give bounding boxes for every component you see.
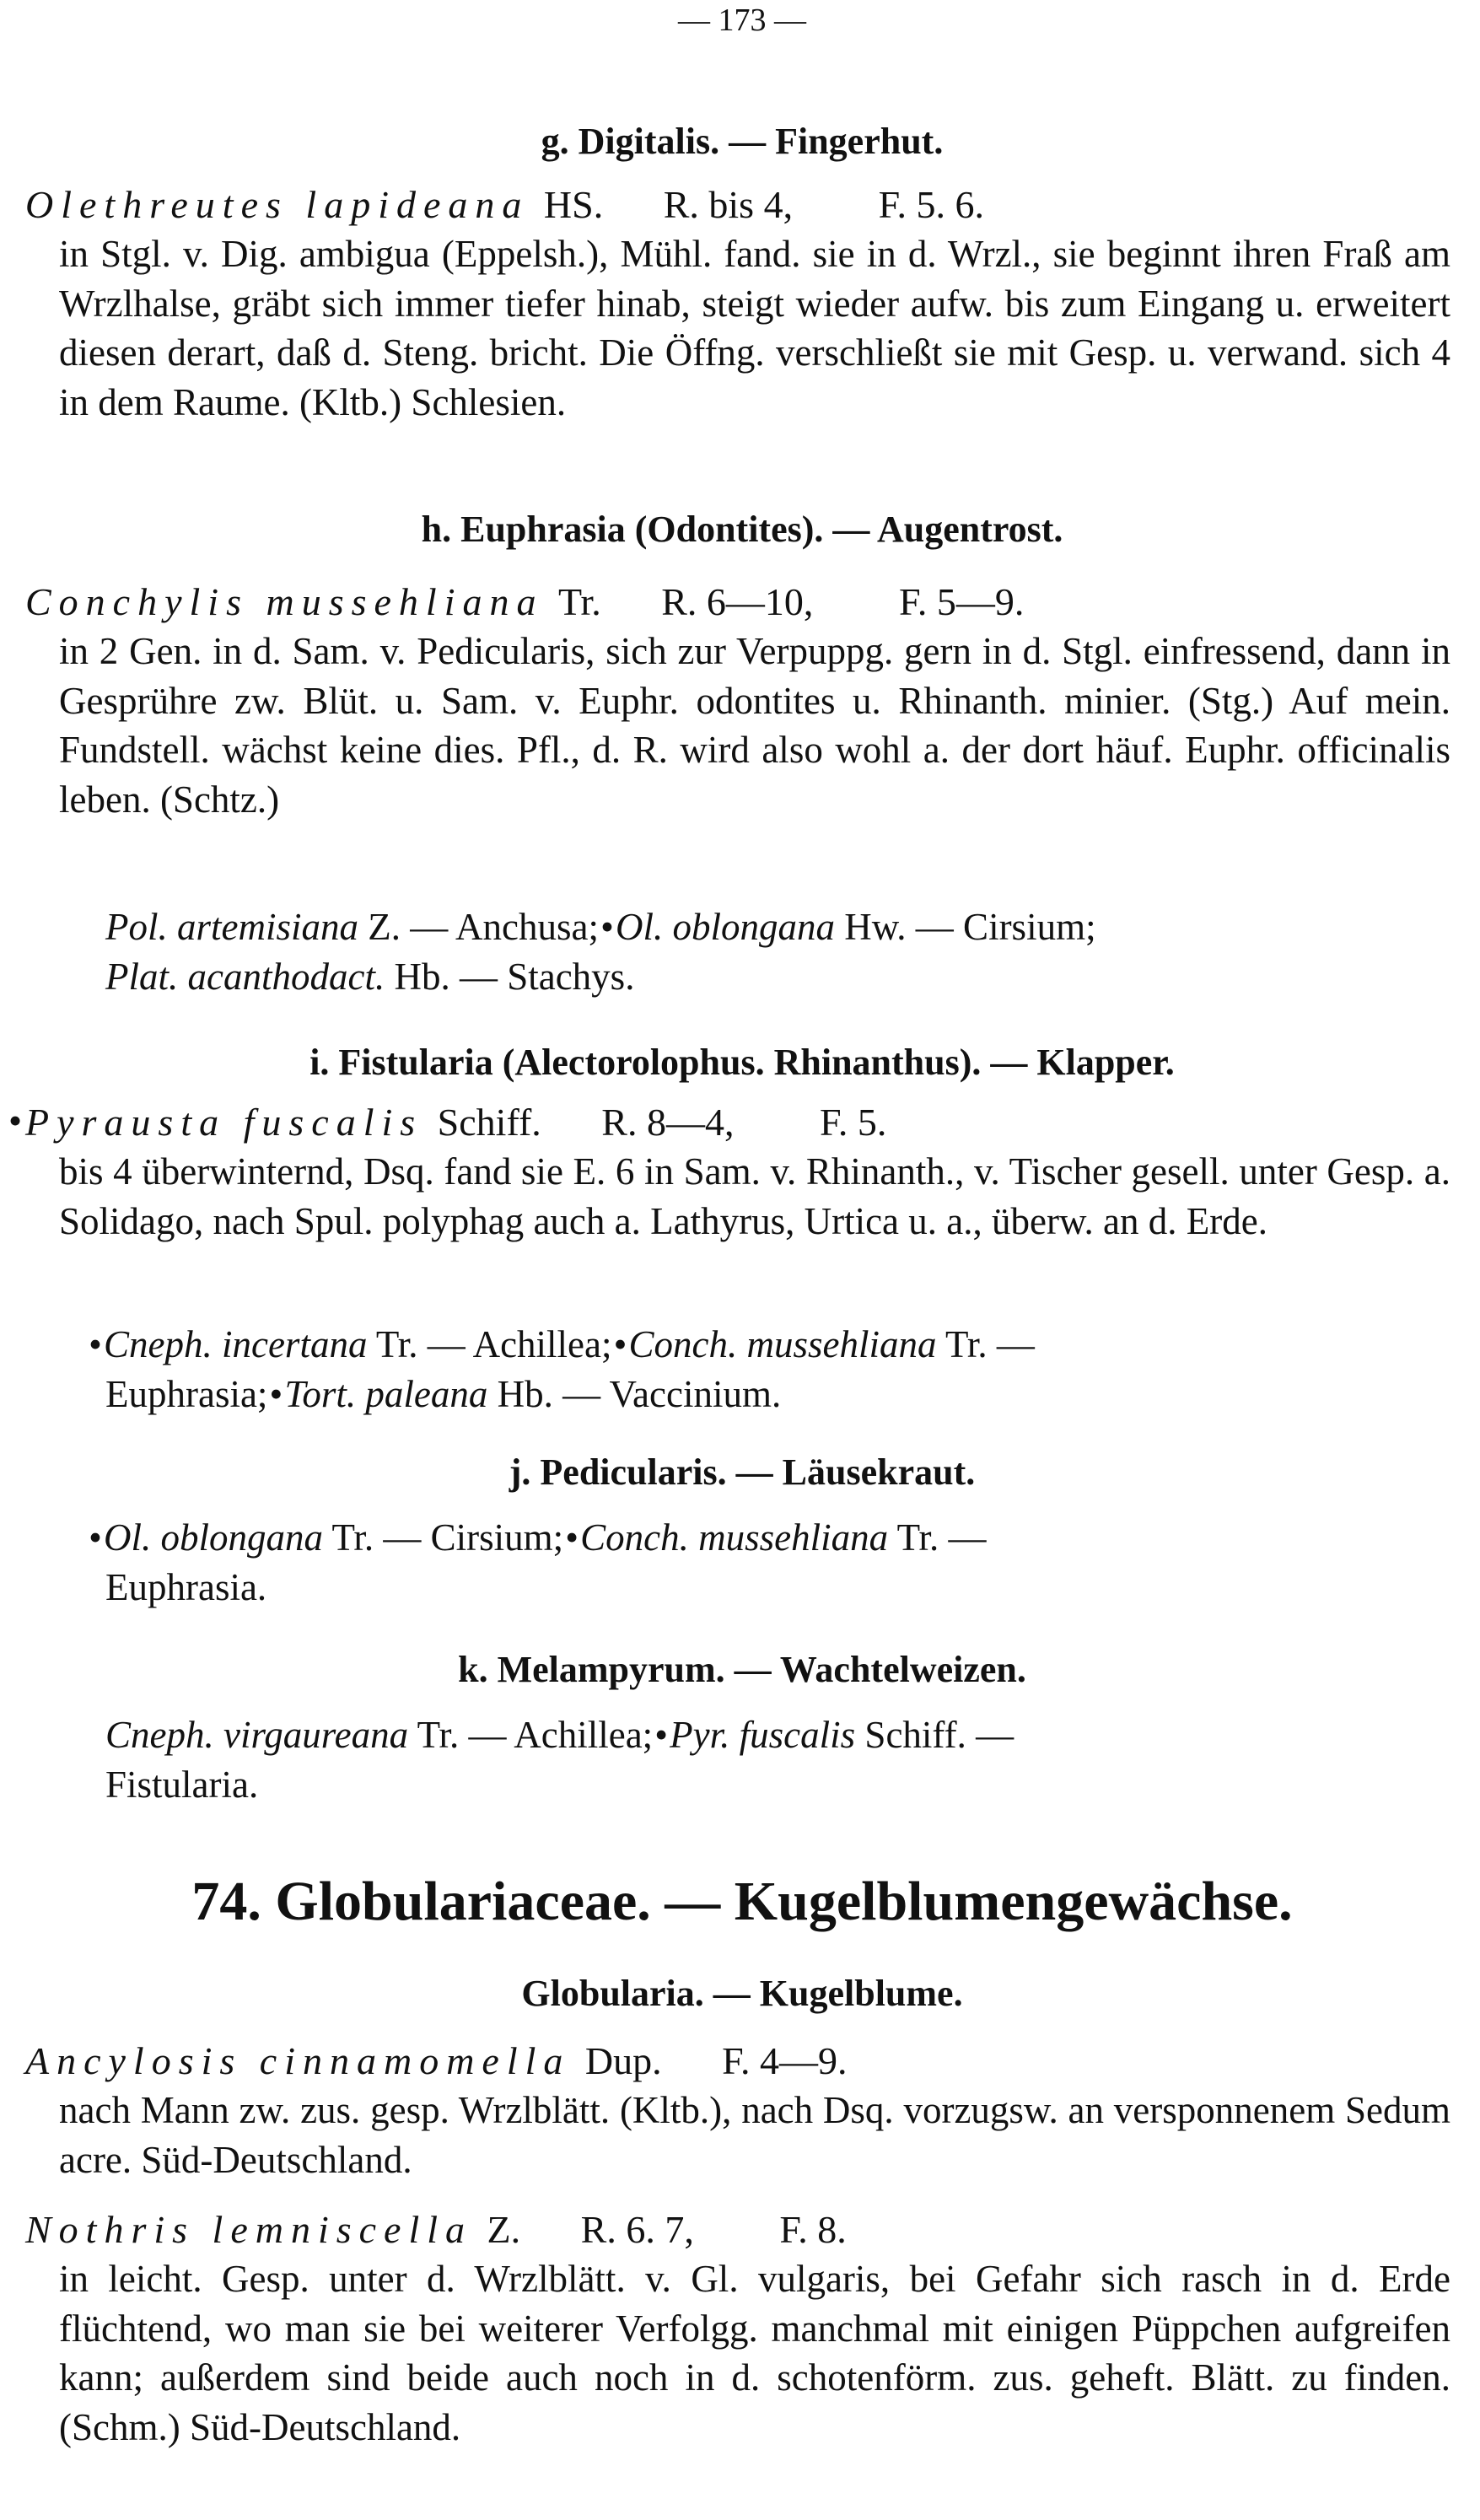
bullet-mark: • (89, 1516, 102, 1559)
cross-species: Conch. mussehliana (580, 1516, 889, 1559)
flight-period: F. 5. 6. (878, 183, 984, 226)
document-page (8, 0, 1459, 2520)
cross-reference-line (89, 1513, 1459, 1563)
species-description: in Stgl. v. Dig. ambigua (Eppelsh.), Mühl. fand. sie in d. Wrzl., sie beginnt ihren Fraß am Wrzlhalse, gräbt sich immer tiefer hinab, steigt wieder aufw. bis zum Eingang u. erweitert diesen derart, daß d. Steng. bricht. Die Öffng. verschließt sie mit Gesp. u. verwand. sich 4 in dem Raume. (Kltb.) Schlesien. (59, 233, 1450, 423)
section-heading-digitalis: g. Digitalis. — Fingerhut. (541, 121, 944, 162)
cross-host: Euphrasia; (105, 1372, 268, 1415)
flight-period: F. 8. (779, 2208, 847, 2251)
species-description: in 2 Gen. in d. Sam. v. Pedicularis, sich zur Verpuppg. gern in d. Stgl. einfressend, dann in Gesprühre zw. Blüt. u. Sam. v. Euphr. odontites u. Rhinanth. minier. (Stg.) Auf mein. Fundstell. wächst keine dies. Pfl., d. R. wird also wohl a. der dort häuf. Euphr. officinalis leben. (Schtz.) (59, 630, 1450, 821)
bullet-mark: • (654, 1714, 669, 1756)
cross-species: Pyr. fuscalis (670, 1714, 856, 1756)
cross-reference-line (105, 902, 1459, 952)
bullet-mark: • (565, 1516, 579, 1559)
species-line (25, 180, 1459, 229)
species-name: Olethreutes lapideana (25, 183, 530, 226)
larva-period: R. 6. 7, (580, 2208, 694, 2251)
cross-reference-line (105, 1370, 1459, 1419)
species-author: Z. (487, 2208, 521, 2251)
species-line (25, 1098, 1459, 1147)
cross-host: Euphrasia. (105, 1565, 267, 1608)
cross-reference-line (89, 1320, 1459, 1370)
cross-reference-fistularia (89, 1320, 1459, 1419)
cross-host: Tr. — (945, 1323, 1035, 1365)
larva-period: R. 6—10, (661, 580, 814, 623)
cross-host: Z. — Anchusa; (368, 906, 599, 948)
bullet-mark: • (89, 1323, 102, 1365)
cross-species: Ol. oblongana (104, 1516, 324, 1559)
species-line (25, 2037, 1459, 2086)
species-name: Ancylosis cinnamomella (25, 2039, 571, 2082)
cross-reference-melampyrum (105, 1710, 1459, 1809)
cross-species: Cneph. incertana (104, 1323, 368, 1365)
bullet-mark: • (613, 1323, 627, 1365)
bullet-mark: • (8, 1099, 23, 1142)
section-heading-euphrasia: h. Euphrasia (Odontites). — Augentrost. (421, 509, 1063, 550)
species-author: HS. (543, 183, 604, 226)
section-heading-pedicularis: j. Pedicularis. — Läusekraut. (509, 1451, 976, 1493)
section-heading-fistularia: i. Fistularia (Alectorolophus. Rhinanthus). — Klapper. (309, 1042, 1175, 1083)
species-name: Conchylis mussehliana (25, 580, 544, 623)
cross-reference-line (105, 1760, 1459, 1810)
cross-host: Tr. — Cirsium; (331, 1516, 564, 1559)
flight-period: F. 4—9. (722, 2039, 848, 2082)
cross-host: Hw. — Cirsium; (844, 906, 1096, 948)
cross-reference-line (105, 952, 1459, 1002)
cross-species: Conch. mussehliana (628, 1323, 937, 1365)
cross-reference-line (105, 1710, 1459, 1760)
species-author: Tr. (557, 580, 601, 623)
cross-host: Tr. — Achillea; (375, 1323, 612, 1365)
cross-host: Tr. — Achillea; (417, 1714, 654, 1756)
section-heading-globularia: Globularia. — Kugelblume. (521, 1973, 963, 2014)
larva-period: R. bis 4, (663, 183, 794, 226)
species-entry-nothris (25, 2205, 1459, 2452)
species-name: Pyrausta fuscalis (25, 1101, 423, 1144)
bullet-mark: • (269, 1372, 283, 1415)
species-author: Dup. (584, 2039, 662, 2082)
species-entry-olethreutes (25, 180, 1459, 427)
flight-period: F. 5. (819, 1101, 887, 1144)
cross-host: Schiff. — (864, 1714, 1014, 1756)
species-line (25, 578, 1459, 627)
cross-reference-line (105, 1563, 1459, 1613)
cross-species: Plat. acanthodact. (105, 955, 385, 998)
cross-reference-euphrasia (105, 902, 1459, 1001)
species-author: Schiff. (437, 1101, 541, 1144)
species-entry-ancylosis (25, 2037, 1459, 2184)
species-description: bis 4 überwinternd, Dsq. fand sie E. 6 in Sam. v. Rhinanth., v. Tischer gesell. unter Gesp. a. Solidago, nach Spul. polyphag auch a. Lathyrus, Urtica u. a., überw. an d. Erde. (59, 1150, 1450, 1242)
cross-host: Tr. — (896, 1516, 987, 1559)
species-line (25, 2205, 1459, 2254)
cross-species: Cneph. virgaureana (105, 1714, 409, 1756)
cross-host: Hb. — Vaccinium. (497, 1372, 782, 1415)
bullet-mark: • (600, 906, 614, 948)
section-heading-melampyrum: k. Melampyrum. — Wachtelweizen. (458, 1649, 1026, 1690)
cross-species: Ol. oblongana (615, 906, 835, 948)
cross-host: Fistularia. (105, 1763, 259, 1806)
species-description: nach Mann zw. zus. gesp. Wrzlblätt. (Kltb.), nach Dsq. vorzugsw. an versponnenem Sedum acre. Süd-Deutschland. (59, 2089, 1450, 2181)
species-description: in leicht. Gesp. unter d. Wrzlblätt. v. Gl. vulgaris, bei Gefahr sich rasch in d. Erde flüchtend, wo man sie bei weiterer Verfolgg. manchmal mit einigen Püppchen aufgreifen kann; außerdem sind beide auch noch in d. schotenförm. zus. geheft. Blätt. zu finden. (Schm.) Süd-Deutschland. (59, 2258, 1450, 2448)
species-name: Nothris lemniscella (25, 2208, 473, 2251)
species-entry-pyrausta (8, 1098, 1459, 1246)
cross-reference-pedicularis (89, 1513, 1459, 1612)
cross-species: Tort. paleana (284, 1372, 488, 1415)
cross-species: Pol. artemisiana (105, 906, 358, 948)
flight-period: F. 5—9. (898, 580, 1025, 623)
cross-host: Hb. — Stachys. (394, 955, 635, 998)
page-number: — 173 — (678, 3, 806, 38)
family-heading: 74. Globulariaceae. — Kugelblumengewächse. (191, 1871, 1293, 1932)
species-entry-conchylis (25, 578, 1459, 824)
larva-period: R. 8—4, (601, 1101, 735, 1144)
